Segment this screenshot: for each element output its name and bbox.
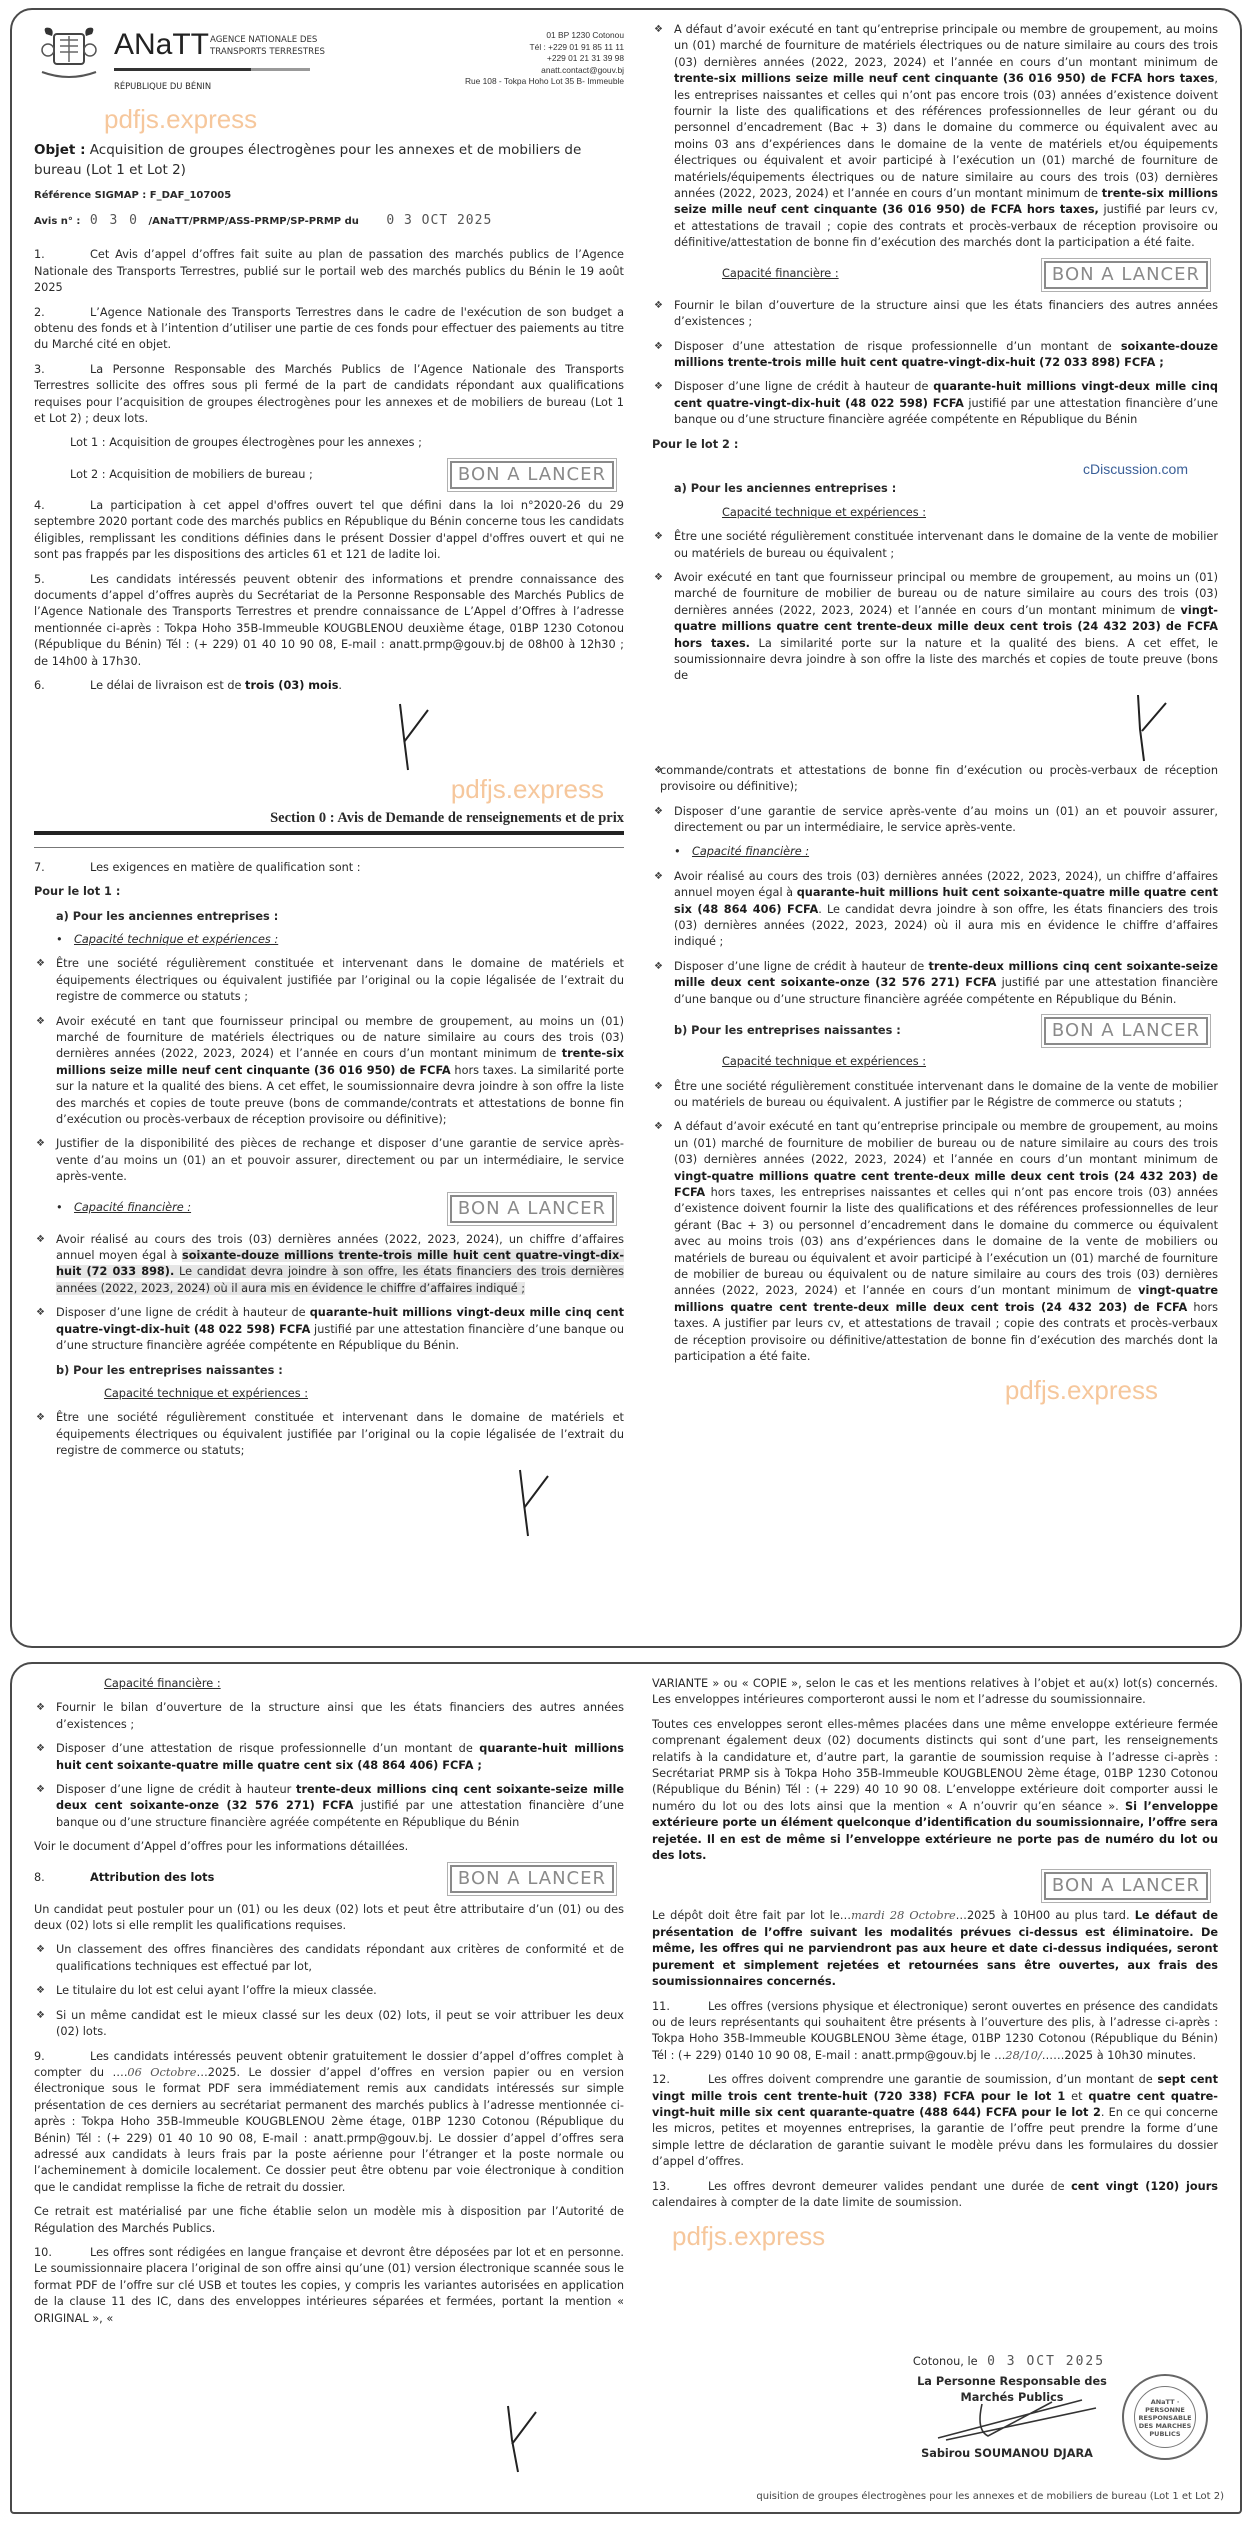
document-page-2 (10, 1662, 1242, 2514)
submission-deadline: Le dépôt doit être fait par lot le…mardi 28 Octobre…2025 à 10H00 au plus tard. Le défaut de présentation de l’offre suivant les modalités prévues ci-dessus est éliminatoire. De même, les offres qui ne parviendront pas aux heure et date ci-dessus indiquées, seront purement et simplement rejetées et retournées sans être ouvertes, aux frais des soumissionnaires concernés. (652, 1909, 1218, 1989)
initials-mark-icon (1132, 693, 1172, 763)
paragraph-8-intro: Un candidat peut postuler pour un (01) ou les deux (02) lots et peut être attributaire d’un (01) ou des deux (02) lots si elle remplit les qualifications requises. (34, 1902, 624, 1933)
paragraph-12: 12. Les offres doivent comprendre une garantie de soumission, d’un montant de sept cent vingt mille trois cent trente-huit (720 338) FCFA pour le lot 1 et quatre cent quatre-vingt-huit mille six cent quarante-quatre (488 644) FCFA pour le lot 2. En ce qui concerne les micros, petites et moyennes entreprises, la garantie de l’offre peut prendre la forme d’une simple lettre de déclaration de garantie suivant le modèle prévu dans les formulaires du dossier d’appel d’offres. (652, 2073, 1219, 2169)
requirement-item: ❖ Être une société régulièrement constituée intervenant dans le domaine de la vente de mobilier ou matériels de bureau ou équivalent ; (652, 529, 1218, 562)
section-title: Section 0 : Avis de Demande de renseignements et de prix (34, 810, 624, 834)
bon-a-lancer-stamp: BON A LANCER (1044, 1872, 1208, 1900)
paragraph-8-heading: 8. Attribution des lots (34, 1871, 215, 1885)
brand-name: ANaTT (114, 28, 210, 61)
notice-number: Avis n° : 0 3 0 /ANaTT/PRMP/ASS-PRMP/SP-PRMP du 0 3 OCT 2025 (34, 213, 493, 229)
section-divider (34, 847, 624, 848)
initials-mark-icon (394, 702, 434, 772)
bon-a-lancer-stamp: BON A LANCER (1044, 1017, 1208, 1045)
lot-1-established-firms-heading: a) Pour les anciennes entreprises : (56, 909, 279, 923)
requirement-item: ❖ Avoir exécuté en tant que fournisseur principal ou membre de groupement, au moins un (01) marché de fourniture de mobilier de bureau ou de nature similaire au cours des trois (03) dernières années (2022, 2023, 2024) et l’année en cours d’un montant minimum de vingt-quatre millions quatre cent trente-deux mille deux cent trois (24 432 203) de FCFA hors taxes. La similarité porte sur la nature et la qualité des biens. A cet effet, le soumissionnaire devra joindre à son offre la liste des marchés et copies de toute preuve (bons de (652, 570, 1218, 685)
lot-2-established-firms-heading: a) Pour les anciennes entreprises : (674, 482, 897, 496)
paragraph-11: 11. Les offres (versions physique et électronique) seront ouvertes en présence des candidats ou de leurs représentants qui souhaitent être présents à l’ouverture des plis, à l’adresse ci-après : Tokpa Hoho 35B-Immeuble KOUGBLENOU 3ème étage, 01BP 1230 Cotonou (République du Bénin) Tél : (+ 229) 0140 10 90 08, E-mail : anatt.prmp@gouv.bj le …28/10/……2025 à 10h30 minutes. (652, 1999, 1218, 2062)
paragraph-9-retrait: Ce retrait est matérialisé par une fiche établie selon un modèle mis à disposition par l’Autorité de Régulation des Marchés Publics. (34, 2205, 624, 2235)
paragraph-4: 4. La participation à cet appel d'offres ouvert tel que défini dans la loi n°2020-26 du 29 septembre 2020 portant code des marchés publics en République du Bénin concerne tous les candidats éligibles, remplissant les conditions définies dans le présent Dossier d'appel d'offres ouvert et qui ne sont pas frappés par les dispositions des articles 61 et 121 de ladite loi. (34, 498, 624, 562)
paragraph-9: 9. Les candidats intéressés peuvent obtenir gratuitement le dossier d’appel d’offres complet à compter du ….06 Octobre…2025. Le dossier d’appel d’offres en version papier ou en version électronique sous le format PDF sera immédiatement remis aux candidats intéressés sur simple présentation de ces derniers au secrétariat permanent des marchés publics à l’adresse mentionnée ci-après : Tokpa Hoho 35B-Immeuble KOUGBLENOU 2ème étage, 01BP 1230 Cotonou (République du Bénin) Tél : (+ 229) 01 40 10 90 08, E-mail : anatt.prmp@gouv.bj. Le dossier d’appel d’offres sera adressé aux candidats à leurs frais par la poste aérienne pour l’étranger et la poste normale ou l’acheminement à domicile localement. Ce dossier peut être obtenu par voie électronique à condition que le candidat remplisse la fiche de retrait du dossier. (34, 2049, 624, 2194)
requirement-item: ❖ Avoir réalisé au cours des trois (03) dernières années (2022, 2023, 2024), un chiffre d’affaires annuel moyen égal à soixante-douze millions trente-trois mille huit cent quatre-vingt-dix-huit (72 033 898). Le candidat devra joindre à son offre, les états financiers des trois dernières années (2022, 2023, 2024) où il aura mis en évidence le chiffre d’affaires indiqué ; (34, 1232, 624, 1298)
page2-right-column (652, 1676, 1218, 2253)
signature-scribble-icon (932, 2394, 1102, 2442)
lot-2-requirements-title: Pour le lot 2 : (652, 437, 739, 451)
paragraph-1: 1. Cet Avis d’appel d’offres fait suite au plan de passation des marchés publics de l’Agence Nationale des Transports Terrestres, publié sur le portail web des marchés publics du Bénin le 19 août 2025 (34, 248, 624, 295)
requirement-item: ❖ Disposer d’une attestation de risque professionnelle d’un montant de quarante-huit millions huit cent soixante-quatre mille quatre cent six (48 864 406) FCFA ; (34, 1741, 624, 1774)
letterhead (34, 22, 624, 102)
award-rule-item: ❖ Un classement des offres financières des candidats répondant aux critères de conformité et de qualifications techniques est effectué par lot, (34, 1942, 624, 1975)
requirement-item: ❖ Disposer d’une attestation de risque professionnelle d’un montant de soixante-douze millions trente-trois mille huit cent quatre-vingt-dix-huit (72 033 898) FCFA ; (652, 339, 1218, 372)
requirement-item: ❖ Avoir exécuté en tant que fournisseur principal ou membre de groupement, au moins un (01) marché de fourniture de matériels électriques ou de nature similaire au cours des trois (03) dernières années (2022, 2023, 2024) et l’année en cours d’un montant minimum de trente-six millions seize mille neuf cent cinquante (36 016 950) de FCFA hors taxes. La similarité porte sur la nature et la qualité des biens. A cet effet, le soumissionnaire devra joindre à son offre la liste des marchés et copies de toute preuve (bons de commande/contrats et attestations de bonne fin d’exécution ou procès-verbaux de réception provisoire ou définitive); (34, 1014, 624, 1129)
requirement-item: ❖ A défaut d’avoir exécuté en tant qu’entreprise principale ou membre de groupement, au moins un (01) marché de fourniture de mobilier de bureau ou de nature similaire au cours des trois (03) dernières années (2022, 2023, 2024) et l’année en cours d’un montant minimum de vingt-quatre millions quatre cent trente-deux mille deux cent trois (24 432 203) de FCFA hors taxes, les entreprises naissantes et celles qui n’ont pas encore trois (03) années d’existence doivent fournir la liste des qualifications et des références professionnelles de leur gérant (Bac + 3) ou personnel d’encadrement dans le domaine du commerce ou équivalent avec au moins trois (03) ans d’expériences dans le domaine de la vente de mobiliers ou matériels de bureau ou équivalent et avoir participé à l’exécution un (01) marché de fourniture de mobilier de bureau ou équivalent ou de nature similaire au cours des trois (03) dernières années (2022, 2023, 2024) et l’année en cours d’un montant minimum de vingt-quatre millions quatre cent trente-deux mille deux cent trois (24 432 203) de FCFA hors taxes. A justifier par leurs cv, et attestations de travail ; copie des contrats et procès-verbaux de réception provisoire ou définitive/attestation de bonne fin d’exécution des marchés dont la participation a été faite. (652, 1119, 1218, 1365)
handwritten-deadline: mardi 28 Octobre (851, 1909, 956, 1923)
subject-line: Objet : Acquisition de groupes électrogènes pour les annexes et de mobiliers de bureau (Lot 1 et Lot 2) (34, 142, 582, 178)
requirement-item: ❖ Disposer d’une garantie de service après-vente d’au moins un (01) an et pouvoir assurer, directement ou par un intermédiaire, le service après-vente. (652, 804, 1218, 837)
lot-1-requirements-title: Pour le lot 1 : (34, 885, 121, 899)
watermark-pdfjs: pdfjs.express (104, 104, 258, 134)
watermark-cdiscussion: cDiscussion.com (1082, 460, 1188, 477)
watermark-pdfjs: pdfjs.express (1004, 1375, 1158, 1406)
page1-right-column (652, 10, 1218, 1407)
paragraph-13: 13. Les offres devront demeurer valides pendant une durée de cent vingt (120) jours calendaires à compter de la date limite de soumission. (652, 2179, 1218, 2209)
requirement-item: ❖ Fournir le bilan d’ouverture de la structure ainsi que les états financiers des autres années d’existences ; (34, 1700, 624, 1733)
notice-number-stamp: 0 3 0 (89, 213, 139, 229)
see-document-note: Voir le document d’Appel d’offres pour les informations détaillées. (34, 1840, 409, 1854)
award-rule-item: ❖ Le titulaire du lot est celui ayant l’offre la mieux classée. (34, 1983, 624, 1999)
paragraph-3: 3. La Personne Responsable des Marchés Publics de l’Agence Nationale des Transports Terrestres sollicite des offres sous pli fermé de la part de candidats répondant aux qualifications requises pour l’acquisition de groupes électrogènes pour les annexes et de mobiliers de bureau (Lot 1 et Lot 2) ; deux lots. (34, 362, 624, 426)
requirement-item: ❖ Disposer d’une ligne de crédit à hauteur de quarante-huit millions vingt-deux mille cinq cent quatre-vingt-dix-huit (48 022 598) FCFA justifié par une attestation financière d’une banque ou d’une structure financière agréée compétente en République du Bénin. (34, 1305, 624, 1354)
requirement-item: ❖ Justifier de la disponibilité des pièces de rechange et disposer d’une garantie de service après-vente d’au moins un (01) an et pouvoir assurer, directement ou par un intermédiaire, le service après-vente. (34, 1136, 624, 1185)
requirement-item: ❖ A défaut d’avoir exécuté en tant qu’entreprise principale ou membre de groupement, au moins un (01) marché de fourniture de matériels électriques ou de nature similaire au cours des trois (03) dernières années (2022, 2023, 2024) et l’année en cours d’un montant minimum de trente-six millions seize mille neuf cent cinquante (36 016 950) de FCFA hors taxes, les entreprises naissantes et celles qui n’ont pas encore trois (03) années d’existence doivent fournir la liste des qualifications et des références professionnelles de leur gérant ou du personnel d’encadrement (Bac + 3) dans le domaine du commerce ou équivalent avec au moins 03 ans d’expériences dans le domaine de la vente de matériels et/ou équipements électriques ou équivalent et avoir participé à l’exécution un (01) marché de fourniture de matériels/équipements électriques ou de nature similaire au cours des trois (03) dernières années (2022, 2023, 2024) et l’année en cours d’un montant minimum de trente-six millions seize mille neuf cent cinquante (36 016 950) de FCFA hors taxes, justifié par leurs cv, et attestations de travail ; copie des contrats et procès-verbaux de réception provisoire ou définitive/attestation de bonne fin d’exécution des marchés dont la participation a été faite. (652, 22, 1218, 252)
watermark-pdfjs: pdfjs.express (672, 2221, 826, 2252)
bon-a-lancer-stamp: BON A LANCER (450, 1195, 614, 1223)
page1-left-column (34, 10, 624, 1538)
requirement-item: ❖ Être une société régulièrement constituée intervenant dans le domaine de la vente de mobilier ou matériels de bureau ou équivalent. A justifier par le Régistre de commerce ou statuts ; (652, 1079, 1218, 1112)
official-seal: ANaTT · PERSONNE RESPONSABLE DES MARCHES PUBLICS (1122, 2374, 1208, 2460)
document-page-1 (10, 8, 1242, 1648)
agency-brand (114, 28, 374, 102)
bon-a-lancer-stamp: BON A LANCER (450, 1865, 614, 1893)
lot-2-new-firms-heading: b) Pour les entreprises naissantes : (674, 1023, 901, 1037)
requirement-item: ❖ Disposer d’une ligne de crédit à hauteur de trente-deux millions cinq cent soixante-seize mille deux cent soixante-onze (32 576 271) FCFA justifié par une attestation financière d’une banque ou d’une structure financière agréée compétente en République du Bénin. (652, 959, 1218, 1008)
lot-1-new-firms-heading: b) Pour les entreprises naissantes : (56, 1363, 283, 1377)
requirement-item: ❖ Être une société régulièrement constituée et intervenant dans le domaine de matériels et équipements électriques ou équivalent justifiée par l’original ou la copie légalisée de l’extrait du registre de commerce ou statuts; (34, 1410, 624, 1459)
agency-contact: 01 BP 1230 Cotonou Tél : +229 01 91 85 11 11 +229 01 21 31 39 98 anatt.contact@gouv.bj Rue 108 - Tokpa Hoho Lot 35 B- Immeuble (464, 30, 624, 86)
initials-mark-icon (514, 1468, 554, 1538)
paragraph-7: 7. Les exigences en matière de qualification sont : (34, 860, 361, 874)
handwritten-date: 06 Octobre (127, 2065, 197, 2079)
paragraph-10-continued: VARIANTE » ou « COPIE », selon le cas et les mentions relatives à l’objet et au(x) lot(s) concernés. Les enveloppes intérieures comporteront aussi le nom et l’adresse du soumissionnaire. (652, 1677, 1218, 1707)
signature-area (652, 2354, 1218, 2494)
signatory-role: La Personne Responsable des Marchés Publics (917, 2375, 1107, 2404)
lot-1-label: Lot 1 : Acquisition de groupes électrogènes pour les annexes ; (70, 436, 422, 450)
bon-a-lancer-stamp: BON A LANCER (1044, 261, 1208, 289)
envelope-instructions: Toutes ces enveloppes seront elles-mêmes placées dans une même enveloppe extérieure fermée comprenant également deux (02) documents distincts qui sont d’une part, les renseignements relatifs à la candidature et, d’autre part, la garantie de soumission requise à l’adresse ci-après : Secrétariat PRMP sis à Tokpa Hoho 35B-Immeuble KOUGBLENOU 2ème étage, 01BP 1230 Cotonou (République du Bénin) Tél : (+ 229) 40 10 90 08. L’enveloppe extérieure doit comporter aussi le numéro du lot ou des lots ainsi que la mention « A n’ouvrir qu’en séance ». Si l’enveloppe extérieure porte un élément quelconque d’identification du soumissionnaire, l’offre sera rejetée. Il en est de même si l’enveloppe extérieure ne porte pas de numéro du lot ou des lots. (652, 1717, 1218, 1863)
paragraph-6: 6. Le délai de livraison est de trois (03) mois. (34, 678, 343, 692)
technical-capacity-label: Capacité technique et expériences : (722, 505, 927, 519)
requirement-item: ❖ Avoir réalisé au cours des trois (03) dernières années (2022, 2023, 2024), un chiffre d’affaires annuel moyen égal à quarante-huit millions huit cent soixante-quatre mille quatre cent six (48 864 406) FCFA. Le candidat devra joindre à son offre, les états financiers des trois (03) dernières années (2022, 2023, 2024) où il aura mis en évidence le chiffre d’affaires indiqué ; (652, 869, 1218, 951)
signature-date-stamp: 0 3 OCT 2025 (987, 2354, 1106, 2369)
financial-capacity-label: • Capacité financière : (652, 844, 1218, 860)
technical-capacity-label: Capacité technique et expériences : (104, 1386, 309, 1400)
paragraph-10: 10. Les offres sont rédigées en langue française et devront être déposées par lot et en personne. Le soumissionnaire placera l’original de son offre ainsi qu’une (01) version électronique scannée sous le format PDF de l’offre sur clé USB et toutes les copies, y compris les variantes autorisées en application de la clause 11 des IC, dans des enveloppes intérieures séparées et fermées, portant la mention « ORIGINAL », « (34, 2245, 624, 2325)
agency-name: AGENCE NATIONALE DES TRANSPORTS TERRESTRES (210, 35, 325, 57)
republic-label: RÉPUBLIQUE DU BÉNIN (114, 81, 212, 91)
financial-capacity-label: Capacité financière : (104, 1677, 221, 1690)
requirement-item: ❖ Disposer d’une ligne de crédit à hauteur trente-deux millions cinq cent soixante-seize mille deux cent soixante-onze (32 576 271) FCFA justifié par une attestation financière d’une banque ou d’une structure financière agréée compétente en République du Bénin (34, 1782, 624, 1831)
requirement-item-continued: ❖ commande/contrats et attestations de bonne fin d’exécution ou procès-verbaux de réception provisoire ou définitive); (652, 763, 1218, 796)
benin-coat-of-arms-icon (38, 24, 100, 82)
bon-a-lancer-stamp: BON A LANCER (450, 461, 614, 489)
notice-date-stamp: 0 3 OCT 2025 (386, 213, 493, 229)
financial-capacity-label: • Capacité financière : (34, 1200, 191, 1216)
page-footer: quisition de groupes électrogènes pour les annexes et de mobiliers de bureau (Lot 1 et Lot 2) (756, 2491, 1224, 2502)
financial-capacity-label: Capacité financière : (722, 267, 839, 281)
page2-left-column (34, 1676, 624, 2335)
award-rule-item: ❖ Si un même candidat est le mieux classé sur les deux (02) lots, il peut se voir attribuer les deux (02) lots. (34, 2008, 624, 2041)
technical-capacity-label: Capacité technique et expériences : (722, 1055, 927, 1069)
requirement-item: ❖ Être une société régulièrement constituée et intervenant dans le domaine de matériels et équipements électriques ou équivalent justifiée par l’original ou la copie légalisée de l’extrait du registre de commerce ou statuts ; (34, 956, 624, 1005)
brand-rule (114, 68, 310, 71)
paragraph-2: 2. L’Agence Nationale des Transports Terrestres dans le cadre de l'exécution de son budget a obtenu des fonds et à l’intention d’utiliser une partie de ces fonds pour effectuer des paiements au titre du Marché cité en objet. (34, 305, 624, 352)
signature-place-date: Cotonou, le 0 3 OCT 2025 (912, 2354, 1106, 2369)
subject-text: Acquisition de groupes électrogènes pour les annexes et de mobiliers de bureau (Lot 1 et Lot 2) (34, 142, 582, 178)
technical-capacity-label: • Capacité technique et expériences : (34, 932, 624, 948)
sigmap-reference: Référence SIGMAP : F_DAF_107005 (34, 190, 232, 201)
initials-mark-icon (502, 2404, 542, 2474)
lot-2-label: Lot 2 : Acquisition de mobiliers de bureau ; (70, 467, 313, 481)
requirement-item: ❖ Fournir le bilan d’ouverture de la structure ainsi que les états financiers des autres années d’existences ; (652, 298, 1218, 331)
paragraph-5: 5. Les candidats intéressés peuvent obtenir des informations et prendre connaissance des documents d’appel d’offres auprès du Secrétariat de la Personne Responsable des Marchés Publics de l’Agence Nationale des Transports Terrestres et prendre connaissance de L’Appel d’Offres à l’adresse mentionnée ci-après : Tokpa Hoho 35B-Immeuble KOUGBLENOU deuxième étage, 01BP 1230 Cotonou (République du Bénin) Tél : (+ 229) 01 40 10 90 08, E-mail : anatt.prmp@gouv.bj de 08h00 à 12h30 ; de 14h00 à 17h30. (34, 572, 624, 668)
requirement-item: ❖ Disposer d’une ligne de crédit à hauteur de quarante-huit millions vingt-deux mille cinq cent quatre-vingt-dix-huit (48 022 598) FCFA justifié par une attestation financière d’une banque ou d’une structure financière agréée compétente en République du Bénin (652, 379, 1218, 428)
handwritten-opening-date: 28/10/ (1005, 2048, 1042, 2062)
watermark-pdfjs: pdfjs.express (450, 774, 604, 805)
signatory-name: Sabirou SOUMANOU DJARA (921, 2447, 1093, 2460)
